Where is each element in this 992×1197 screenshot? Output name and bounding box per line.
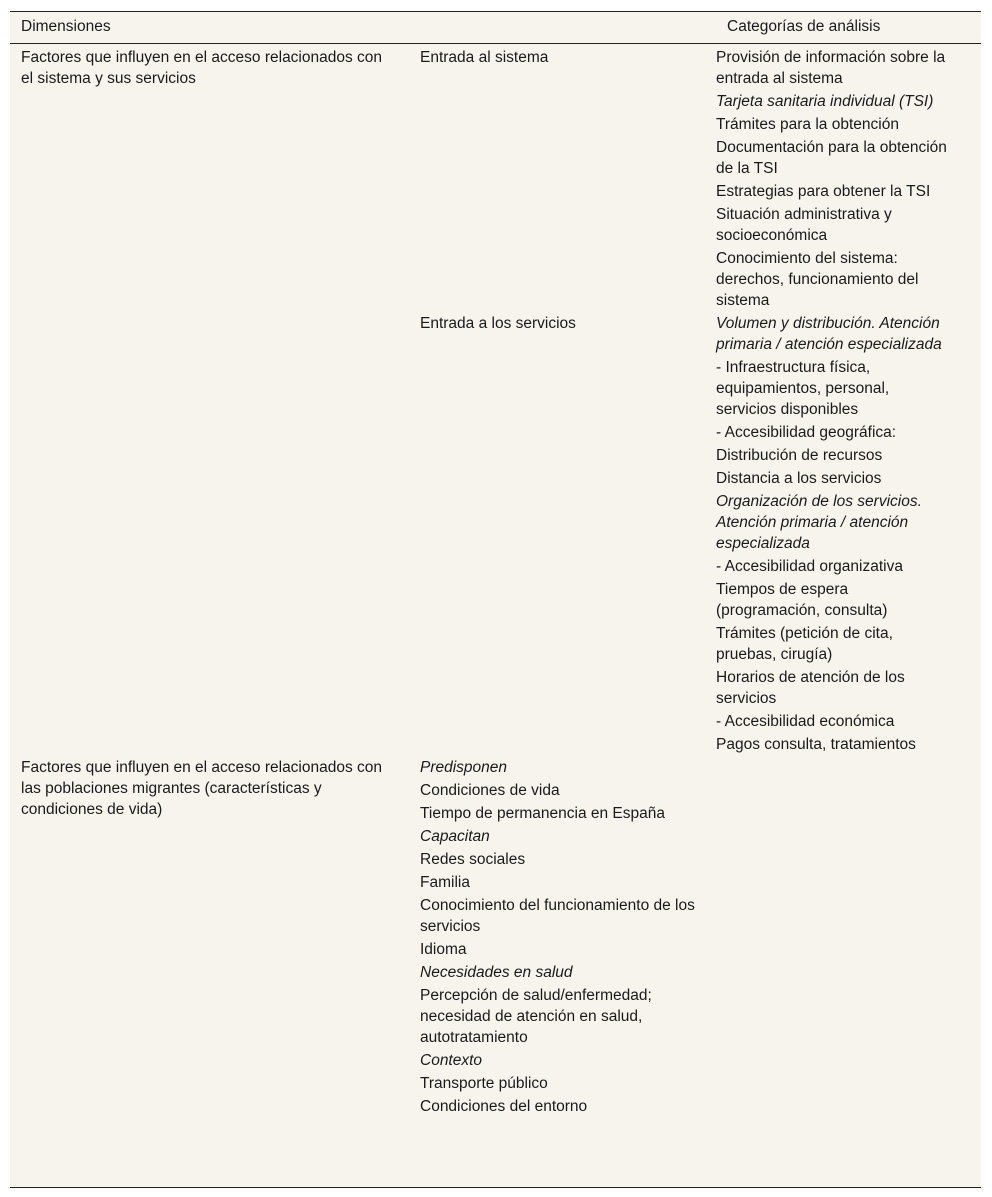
table-row xyxy=(10,757,981,1119)
list-item: Tiempos de espera (programación, consulta) xyxy=(716,581,888,619)
list-item: Conocimiento del funcionamiento de los servicios xyxy=(420,897,695,935)
list-item: Condiciones de vida xyxy=(420,782,560,799)
dimension-cell: Factores que influyen en el acceso relacionados con las poblaciones migrantes (características y condiciones de vida) xyxy=(21,759,383,818)
list-item: Tiempo de permanencia en España xyxy=(420,805,665,822)
list-item: Contexto xyxy=(420,1052,483,1069)
subdimension-cell: Entrada a los servicios xyxy=(420,315,576,332)
list-item: - Infraestructura física, equipamientos, personal, servicios disponibles xyxy=(716,359,890,418)
categories-cell xyxy=(716,313,971,757)
list-item: Percepción de salud/enfermedad; necesidad de atención en salud, autotratamiento xyxy=(420,987,652,1046)
list-item: Necesidades en salud xyxy=(420,964,573,981)
list-item: Trámites para la obtención xyxy=(716,116,899,133)
list-item: Distribución de recursos xyxy=(716,447,883,464)
list-item: Condiciones del entorno xyxy=(420,1098,588,1115)
categories-cell xyxy=(716,757,971,1119)
table-row xyxy=(10,313,981,757)
data-table xyxy=(10,11,981,1188)
table-row xyxy=(10,47,981,313)
list-item: Familia xyxy=(420,874,470,891)
list-item: Idioma xyxy=(420,941,467,958)
list-item: Distancia a los servicios xyxy=(716,470,882,487)
subdimension-cell xyxy=(420,757,716,1119)
list-item: Transporte público xyxy=(420,1075,548,1092)
list-item: - Accesibilidad económica xyxy=(716,713,895,730)
list-item: Horarios de atención de los servicios xyxy=(716,669,905,707)
list-item: Pagos consulta, tratamientos xyxy=(716,736,916,753)
dimension-cell: Factores que influyen en el acceso relacionados con el sistema y sus servicios xyxy=(21,49,383,87)
list-item: Volumen y distribución. Atención primaria / atención especializada xyxy=(716,315,942,353)
list-item: Trámites (petición de cita, pruebas, cirugía) xyxy=(716,625,893,663)
header-dimensions: Dimensiones xyxy=(21,18,111,35)
list-item: - Accesibilidad geográfica: xyxy=(716,424,897,441)
list-item: Situación administrativa y socioeconómica xyxy=(716,206,892,244)
list-item: Predisponen xyxy=(420,759,508,776)
subdimension-cell: Entrada al sistema xyxy=(420,49,549,66)
list-item: Conocimiento del sistema: derechos, funcionamiento del sistema xyxy=(716,250,919,309)
header-categories: Categorías de análisis xyxy=(727,18,881,35)
categories-cell xyxy=(716,47,971,313)
list-item: Documentación para la obtención de la TSI xyxy=(716,139,947,177)
list-item: Provisión de información sobre la entrada al sistema xyxy=(716,49,946,87)
list-item: Capacitan xyxy=(420,828,490,845)
list-item: Estrategias para obtener la TSI xyxy=(716,183,931,200)
list-item: - Accesibilidad organizativa xyxy=(716,558,903,575)
list-item: Redes sociales xyxy=(420,851,526,868)
table-header xyxy=(10,12,981,44)
list-item: Tarjeta sanitaria individual (TSI) xyxy=(716,93,934,110)
list-item: Organización de los servicios. Atención primaria / atención especializada xyxy=(716,493,922,552)
